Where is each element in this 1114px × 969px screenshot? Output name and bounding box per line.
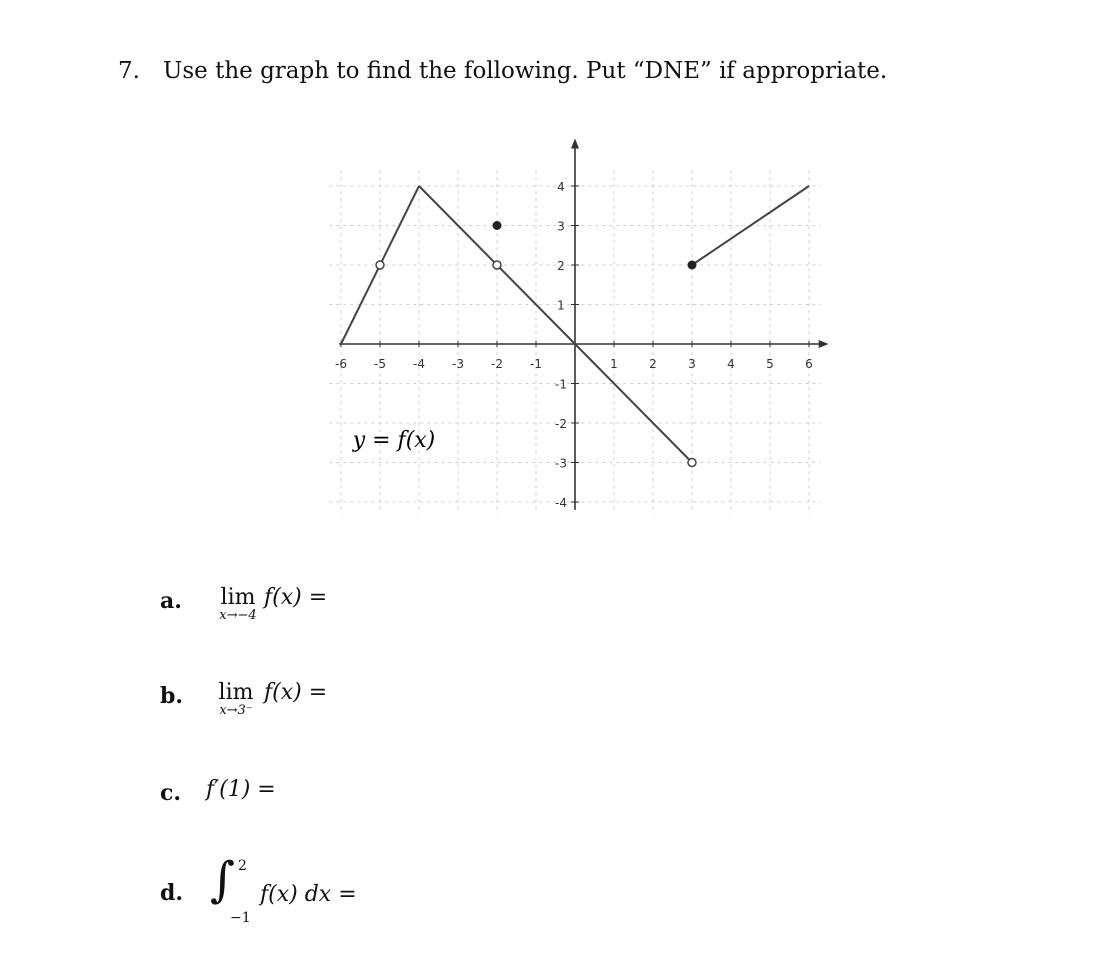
y-tick-label: 3 bbox=[557, 219, 565, 234]
y-tick-label: -3 bbox=[555, 456, 567, 471]
graph-ticks bbox=[335, 180, 813, 510]
part-a-label: a. bbox=[160, 588, 182, 614]
x-tick-label: 1 bbox=[610, 357, 618, 371]
part-a-expression: f(x) = bbox=[264, 585, 328, 610]
part-d-label: d. bbox=[160, 880, 184, 906]
x-tick-label: 4 bbox=[727, 357, 735, 371]
graph-axes bbox=[339, 139, 829, 510]
part-c-label: c. bbox=[160, 780, 182, 806]
x-axis-arrow bbox=[819, 340, 829, 348]
x-tick-label: 2 bbox=[649, 357, 657, 371]
y-tick-label: 4 bbox=[557, 180, 565, 194]
y-axis-arrow bbox=[571, 139, 579, 149]
y-tick-label: 1 bbox=[557, 298, 565, 313]
x-tick-label: 5 bbox=[766, 357, 774, 371]
graph-segment bbox=[575, 344, 692, 463]
problem-instruction: Use the graph to find the following. Put “DNE” if appropriate. bbox=[163, 58, 888, 84]
y-tick-label: -4 bbox=[555, 496, 567, 510]
part-c-expression: f′(1) = bbox=[206, 777, 276, 802]
problem-number: 7. bbox=[118, 58, 140, 84]
open-point bbox=[688, 459, 696, 467]
part-d-expression: f(x) dx = bbox=[260, 882, 357, 907]
closed-point bbox=[493, 221, 502, 230]
x-tick-label: -2 bbox=[491, 357, 503, 371]
part-b-expression: f(x) = bbox=[264, 680, 328, 705]
part-b-limit: lim x→3⁻ bbox=[218, 680, 254, 718]
closed-point bbox=[688, 261, 697, 270]
open-point bbox=[493, 261, 501, 269]
integral-lower-limit: −1 bbox=[230, 910, 251, 926]
x-tick-label: -5 bbox=[374, 357, 386, 371]
function-label: y = f(x) bbox=[352, 428, 436, 453]
part-a-limit: lim x→−4 bbox=[219, 585, 257, 623]
integral-sign: ∫ bbox=[210, 852, 236, 908]
x-tick-label: -6 bbox=[335, 357, 347, 371]
integral-upper-limit: 2 bbox=[238, 858, 247, 874]
x-tick-label: 6 bbox=[805, 357, 813, 371]
part-b-label: b. bbox=[160, 683, 184, 709]
open-point bbox=[376, 261, 384, 269]
x-tick-label: -4 bbox=[413, 357, 425, 371]
x-tick-label: -1 bbox=[530, 357, 542, 371]
y-tick-label: 2 bbox=[557, 259, 565, 273]
y-tick-label: -1 bbox=[555, 377, 567, 392]
x-tick-label: 3 bbox=[688, 357, 696, 371]
y-tick-label: -2 bbox=[555, 417, 567, 431]
x-tick-label: -3 bbox=[452, 357, 464, 371]
